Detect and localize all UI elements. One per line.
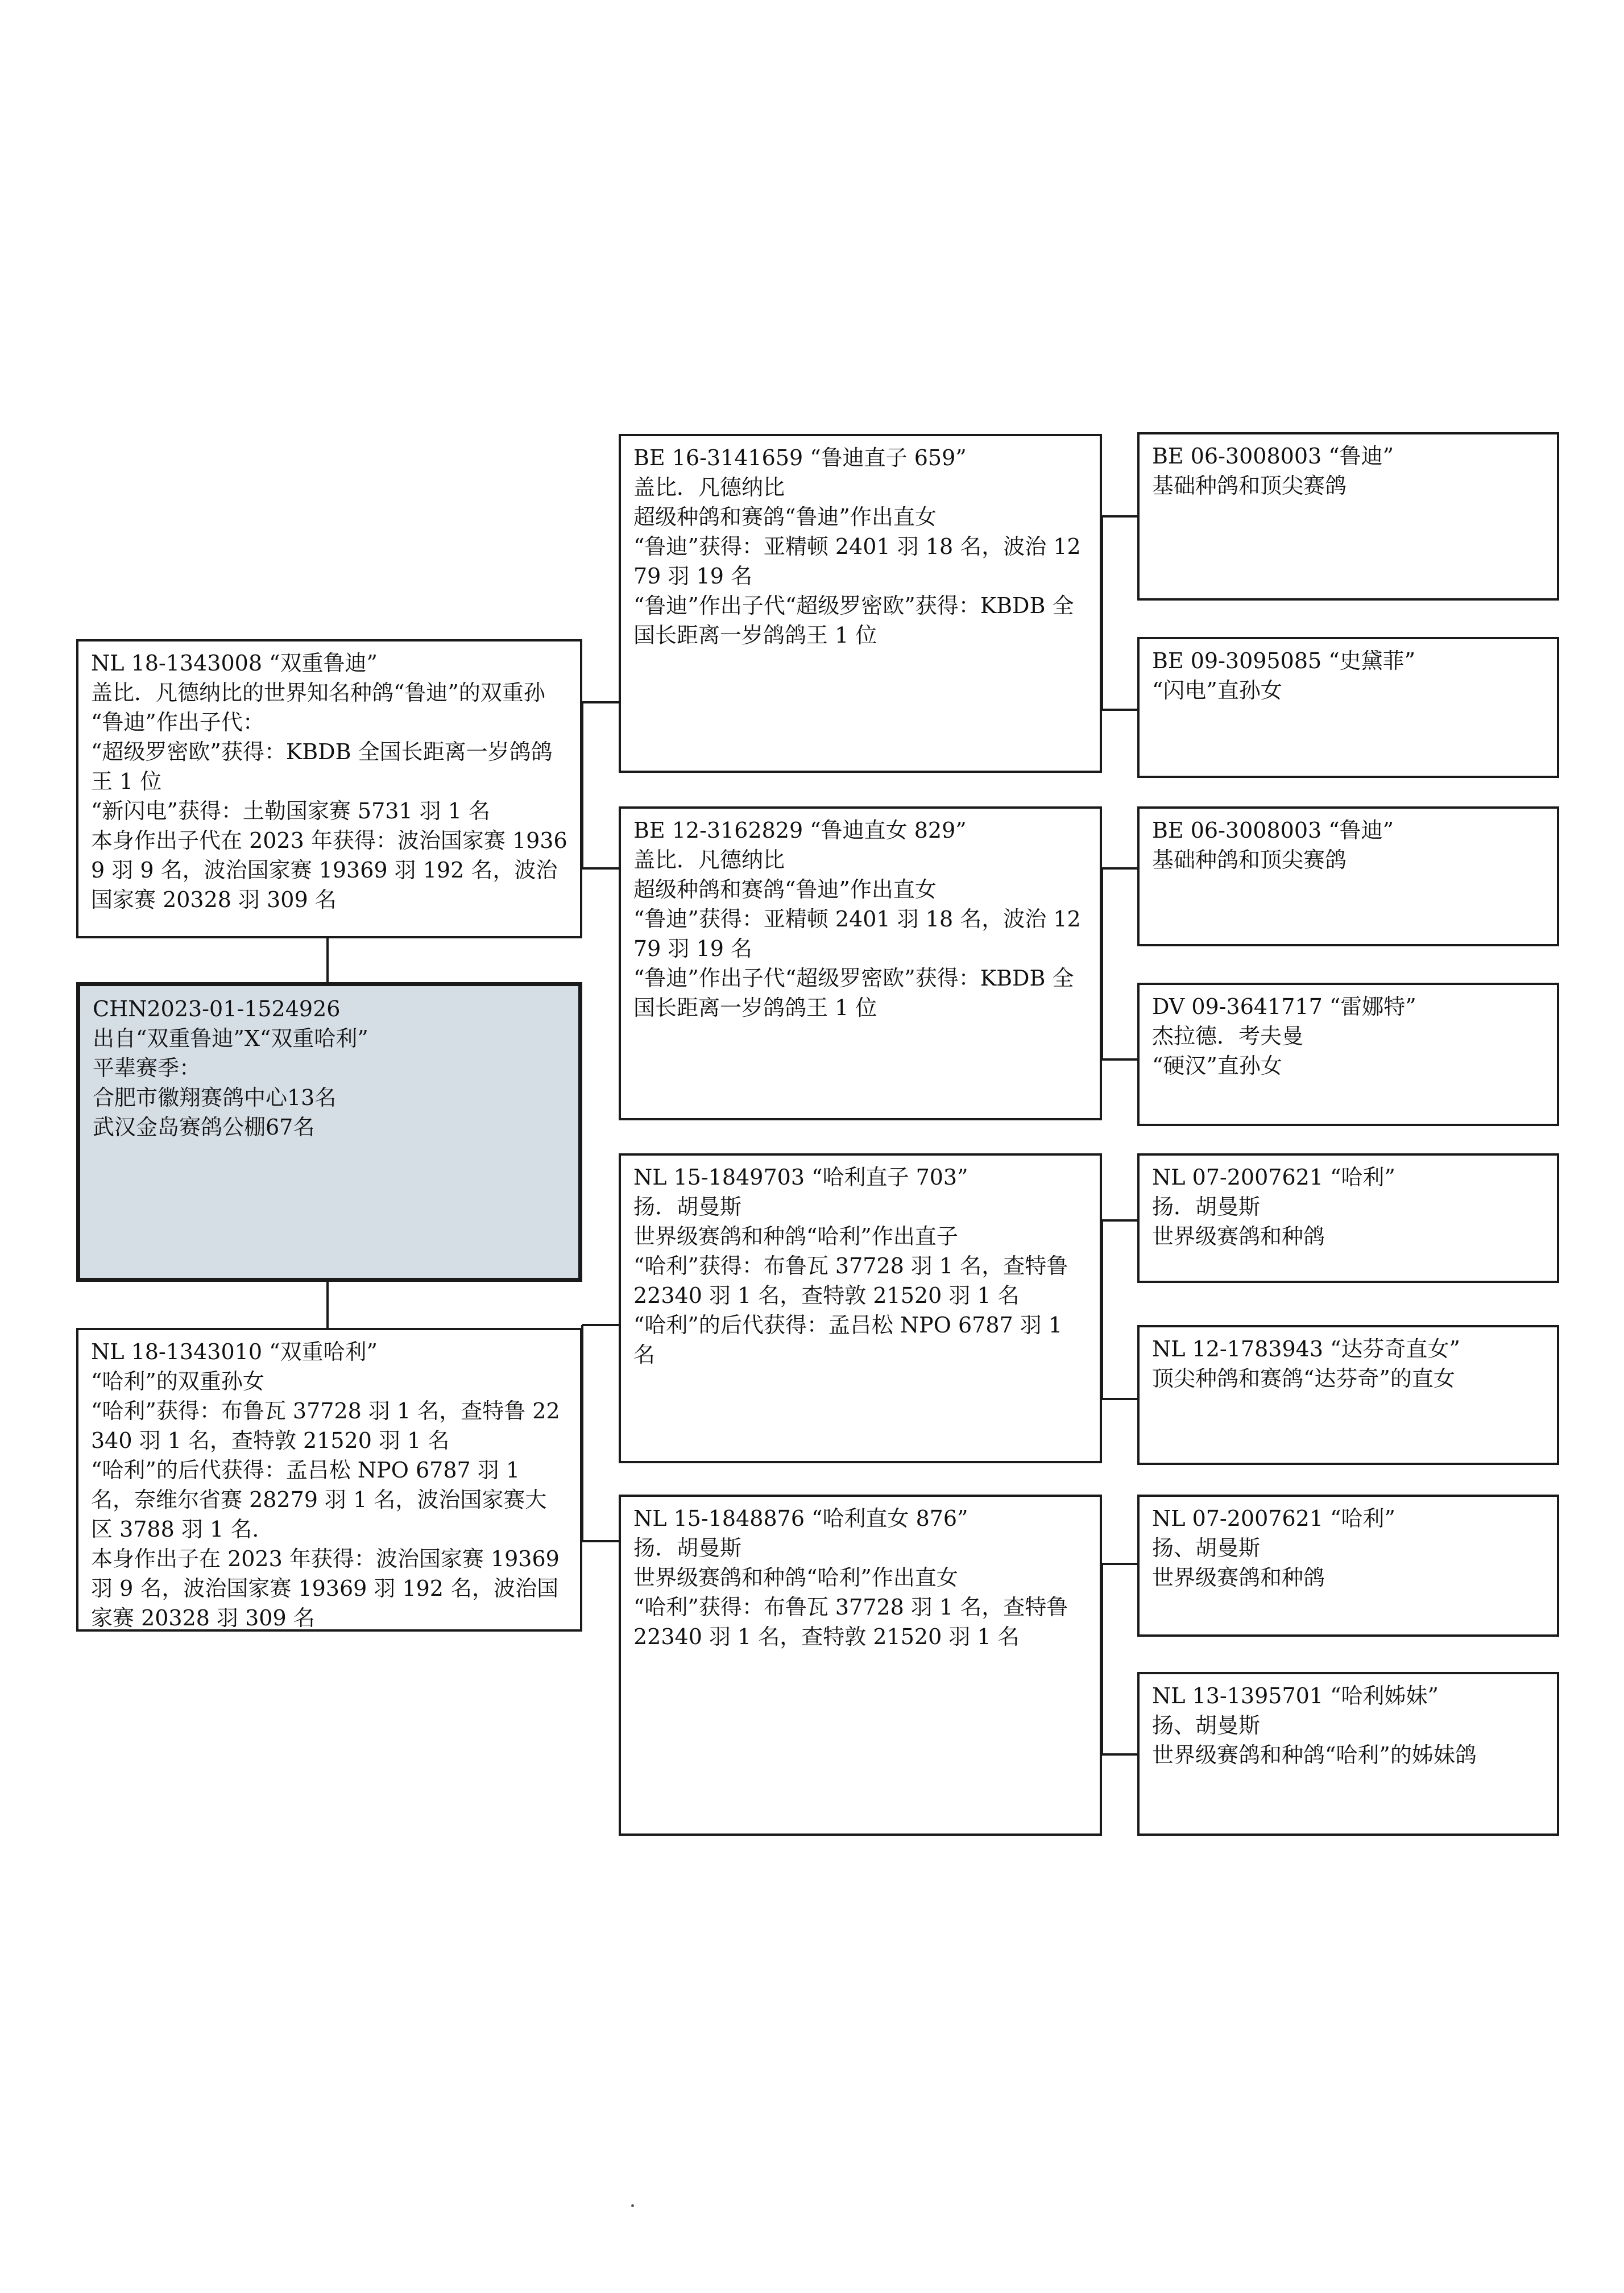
ggp-ring-name: NL 07-2007621 “哈利” [1152,1506,1395,1531]
dam-sire-box [619,1153,1102,1463]
great-grandparent-box-2 [1137,637,1559,778]
sire-ring-name: NL 18-1343008 “双重鲁迪” [91,651,378,676]
ggp-breeder: 杰拉德．考夫曼 [1152,1024,1304,1049]
sire-dam-desc: “鲁迪”获得：亚精顿 2401 羽 18 名，波治 1279 羽 19 名 [633,907,1081,961]
subject-season-label: 平辈赛季： [93,1056,201,1081]
great-grandparent-box-7 [1137,1495,1559,1637]
dam-sire-ring-name: NL 15-1849703 “哈利直子 703” [633,1165,968,1190]
sire-dam-box [619,806,1102,1120]
ggp-ring-name: NL 07-2007621 “哈利” [1152,1165,1395,1190]
ggp-desc: 世界级赛鸽和种鸽 [1152,1565,1325,1590]
sire-box [76,639,582,938]
dam-dam-ring-name: NL 15-1848876 “哈利直女 876” [633,1506,968,1531]
subject-box [76,982,582,1282]
dam-desc: “哈利”的双重孙女 [91,1369,264,1394]
sire-desc: “新闪电”获得：土勒国家赛 5731 羽 1 名 [91,798,491,823]
subject-result: 武汉金岛赛鸽公棚67名 [93,1115,315,1140]
ggp-breeder: 扬．胡曼斯 [1152,1194,1261,1219]
ggp-desc: 基础种鸽和顶尖赛鸽 [1152,473,1347,498]
dam-sire-breeder: 扬．胡曼斯 [633,1194,742,1219]
sire-desc: “超级罗密欧”获得：KBDB 全国长距离一岁鸽鸽王 1 位 [91,739,553,794]
dam-sire-desc: “哈利”的后代获得：孟吕松 NPO 6787 羽 1 名 [633,1313,1070,1367]
ggp-desc: 世界级赛鸽和种鸽“哈利”的姊妹鸽 [1152,1742,1477,1768]
sire-sire-desc: 超级种鸽和赛鸽“鲁迪”作出直女 [633,504,937,529]
sire-dam-desc: “鲁迪”作出子代“超级罗密欧”获得：KBDB 全国长距离一岁鸽鸽王 1 位 [633,966,1074,1020]
dam-dam-desc: “哈利”获得：布鲁瓦 37728 羽 1 名，查特鲁 22340 羽 1 名，查特敦 21520 羽 1 名 [633,1595,1075,1649]
sire-desc: 本身作出子代在 2023 年获得：波治国家赛 19369 羽 9 名，波治国家赛 19369 羽 192 名，波治国家赛 20328 羽 309 名 [91,828,567,912]
dam-sire-desc: “哈利”获得：布鲁瓦 37728 羽 1 名，查特鲁 22340 羽 1 名，查特敦 21520 羽 1 名 [633,1253,1075,1308]
great-grandparent-box-1 [1137,432,1559,601]
sire-sire-desc: “鲁迪”作出子代“超级罗密欧”获得：KBDB 全国长距离一岁鸽鸽王 1 位 [633,593,1074,648]
ggp-ring-name: BE 06-3008003 “鲁迪” [1152,444,1394,469]
sire-dam-breeder: 盖比．凡德纳比 [633,847,785,872]
dam-desc: “哈利”获得：布鲁瓦 37728 羽 1 名，查特鲁 22340 羽 1 名，查特敦 21520 羽 1 名 [91,1398,560,1453]
ggp-ring-name: NL 13-1395701 “哈利姊妹” [1152,1683,1439,1708]
dam-dam-desc: 世界级赛鸽和种鸽“哈利”作出直女 [633,1565,958,1590]
stray-dot [631,2204,634,2207]
sire-desc: 盖比．凡德纳比的世界知名种鸽“鲁迪”的双重孙 [91,680,545,705]
great-grandparent-box-8 [1137,1672,1559,1836]
dam-ring-name: NL 18-1343010 “双重哈利” [91,1339,378,1364]
ggp-breeder: 扬、胡曼斯 [1152,1535,1261,1561]
sire-sire-desc: “鲁迪”获得：亚精顿 2401 羽 18 名，波治 1279 羽 19 名 [633,534,1081,589]
ggp-ring-name: BE 06-3008003 “鲁迪” [1152,818,1394,843]
great-grandparent-box-4 [1137,983,1559,1126]
subject-result: 合肥市徽翔赛鸽中心13名 [93,1085,337,1110]
dam-dam-breeder: 扬．胡曼斯 [633,1535,742,1561]
ggp-desc: 基础种鸽和顶尖赛鸽 [1152,847,1347,872]
sire-dam-ring-name: BE 12-3162829 “鲁迪直女 829” [633,818,967,843]
dam-box [76,1328,582,1632]
sire-sire-ring-name: BE 16-3141659 “鲁迪直子 659” [633,445,967,470]
sire-sire-box [619,434,1102,773]
subject-parents: 出自“双重鲁迪”X“双重哈利” [93,1026,368,1051]
sire-desc: “鲁迪”作出子代： [91,710,264,735]
subject-ring: CHN2023-01-1524926 [93,996,341,1021]
ggp-breeder: 扬、胡曼斯 [1152,1713,1261,1738]
ggp-ring-name: DV 09-3641717 “雷娜特” [1152,994,1416,1019]
dam-dam-box [619,1495,1102,1836]
great-grandparent-box-6 [1137,1325,1559,1465]
dam-desc: “哈利”的后代获得：孟吕松 NPO 6787 羽 1 名，奈维尔省赛 28279 羽 1 名，波治国家赛大区 3788 羽 1 名. [91,1458,547,1542]
ggp-desc: 顶尖种鸽和赛鸽“达芬奇”的直女 [1152,1366,1455,1391]
dam-desc: 本身作出子在 2023 年获得：波治国家赛 19369 羽 9 名，波治国家赛 19369 羽 192 名，波治国家赛 20328 羽 309 名 [91,1546,566,1630]
ggp-desc: “闪电”直孙女 [1152,678,1282,703]
great-grandparent-box-5 [1137,1153,1559,1283]
ggp-desc: “硬汉”直孙女 [1152,1053,1282,1078]
great-grandparent-box-3 [1137,806,1559,946]
sire-dam-desc: 超级种鸽和赛鸽“鲁迪”作出直女 [633,877,937,902]
ggp-desc: 世界级赛鸽和种鸽 [1152,1224,1325,1249]
ggp-ring-name: BE 09-3095085 “史黛菲” [1152,648,1416,673]
ggp-ring-name: NL 12-1783943 “达芬奇直女” [1152,1336,1460,1361]
dam-sire-desc: 世界级赛鸽和种鸽“哈利”作出直子 [633,1224,958,1249]
sire-sire-breeder: 盖比．凡德纳比 [633,475,785,500]
